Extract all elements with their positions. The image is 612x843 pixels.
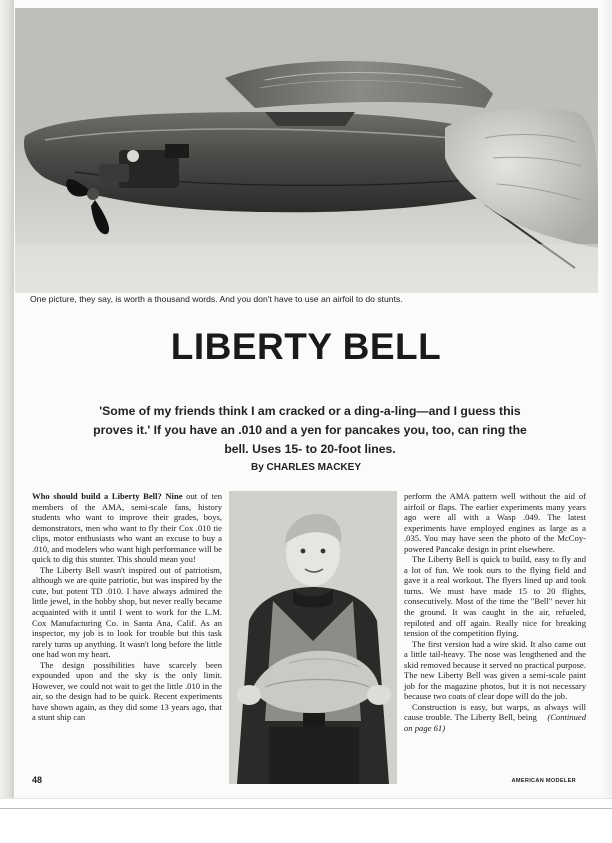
lead-in: Who should build a Liberty Bell? Nine (32, 491, 183, 501)
article-byline: By CHARLES MACKEY (250, 462, 361, 473)
photo-boy-holding-model (229, 491, 397, 784)
paragraph (404, 702, 586, 734)
page-binding-shadow (0, 0, 14, 798)
magazine-footer: AMERICAN MODELER (511, 778, 576, 784)
page-number: 48 (32, 775, 43, 785)
paragraph (32, 491, 222, 565)
boy-photo-illustration (229, 491, 397, 784)
paragraph-text: out of ten members of the AMA, semi-scale fans, history students who want to improve their grades, boys, demonstrators, men who want to fly their Cox .010 tie clips, motor enthusiasts who want an excuse to buy a .010, and modelers who want high performance will be quick to dig this stunter. This should mean you! (32, 491, 222, 565)
paragraph: The design possibilities have scarcely been expounded upon and the sky is the only limit. However, we could not wait to get the little .010 in the air, so the design had to be quick. Recent experiments have shown again, as they did some 13 years ago, that a stunt ship can (32, 659, 222, 723)
article-title: LIBERTY BELL (170, 326, 442, 367)
scan-margin (0, 798, 612, 843)
text-column-left (32, 491, 222, 723)
photo-liberty-bell-model (15, 8, 598, 293)
paragraph-text: Construction is easy, but warps, as always will cause trouble. The Liberty Bell, being (404, 701, 586, 723)
model-airplane-photo-illustration (15, 8, 598, 293)
paragraph: The first version had a wire skid. It also came out a little tail-heavy. The nose was lengthened and the skid removed because it served no practical purpose. The new Liberty Bell was given a semi-scale paint job for the magazine photos, but it is not necessary because two coats of clear dope will do the job. (404, 638, 586, 702)
photo-caption: One picture, they say, is worth a thousand words. And you don't have to use an airfoil to do stunts. (30, 294, 403, 304)
paragraph: The Liberty Bell wasn't inspired out of patriotism, although we are quite patriotic, but was inspired by the cute, but potent TD .010. I have always admired the little jewel, in the hobby shop, but never really became acquainted with it until I went to work for the L.M. Cox Manufacturing Co. in Santa Ana, Calif. As an inspector, my job is to look for trouble but this task rarely turns up anything. It wasn't long before the little one had won my heart. (32, 564, 222, 660)
text-column-right (404, 491, 586, 734)
page-edge-shadow (602, 0, 612, 798)
scan-edge-line (0, 808, 612, 809)
paragraph: perform the AMA pattern well without the aid of airfoil or flaps. The earlier experiments many years ago were all with a Wasp .049. The latest experiments have employed engines as large as a .035. You may have seen the photo of the McCoy-powered Pancake design in print elsewhere. (404, 491, 586, 554)
continued-note: (Continued on page 61) (404, 712, 586, 734)
article-subtitle: 'Some of my friends think I am cracked or a ding-a-ling—and I guess this proves it.' If you have an .010 and a yen for pancakes you, too, can ring the bell. Uses 15- to 20-foot lines. (93, 404, 527, 456)
paragraph: The Liberty Bell is quick to build, easy to fly and a lot of fun. We took ours to the flying field and gave it a real workout. The flyers lined up and took turns. We must have made 15 to 20 flights, consecutively. Most of the time the "Bell" never hit the ground. It was caught in the air, refueled, repiloted and off again. Really nice for breaking tension of the competition flying. (404, 554, 586, 639)
